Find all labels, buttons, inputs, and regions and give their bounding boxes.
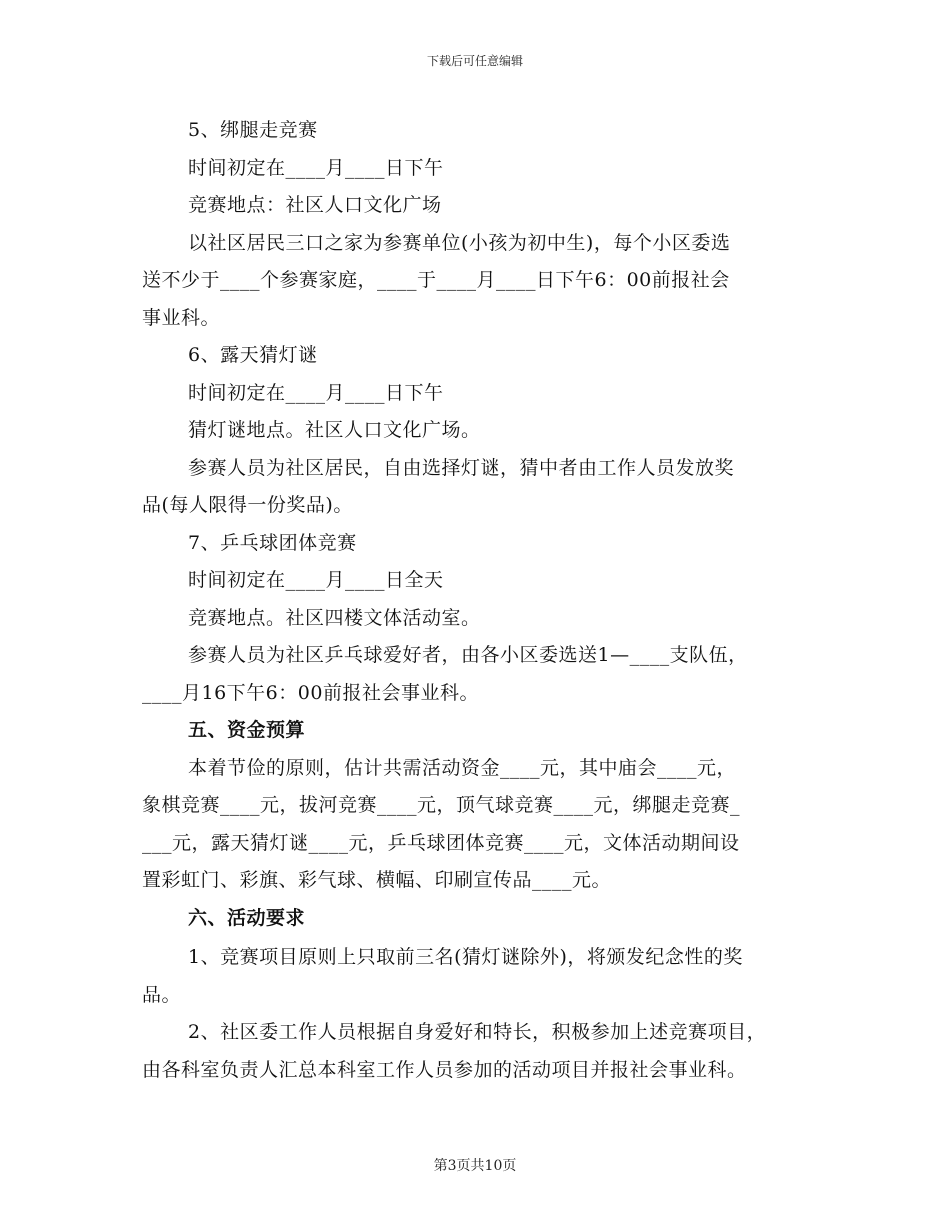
text-line: ____月16下午6：00前报社会事业科。	[142, 681, 479, 704]
text-line: 5、绑腿走竞赛	[188, 119, 318, 141]
section-heading: 六、活动要求	[188, 906, 306, 929]
text-line: 竞赛地点。社区四楼文体活动室。	[188, 606, 481, 629]
document-body	[142, 112, 822, 1089]
text-line: 时间初定在____月____日全天	[188, 569, 444, 591]
text-line: 参赛人员为社区居民，自由选择灯谜，猜中者由工作人员发放奖	[188, 456, 735, 479]
text-line: 7、乒乓球团体竞赛	[188, 531, 357, 554]
text-line: 本着节俭的原则，估计共需活动资金____元，其中庙会____元，	[188, 756, 737, 779]
text-line: 6、露天猜灯谜	[188, 344, 318, 366]
text-line: 品。	[142, 983, 182, 1006]
text-line: 1、竞赛项目原则上只取前三名(猜灯谜除外)，将颁发纪念性的奖	[188, 946, 743, 968]
text-line: 事业科。	[142, 306, 221, 329]
text-line: 以社区居民三口之家为参赛单位(小孩为初中生)，每个小区委选	[188, 231, 731, 254]
text-line: 时间初定在____月____日下午	[188, 381, 444, 404]
text-line: 送不少于____个参赛家庭，____于____月____日下午6：00前报社会	[142, 269, 730, 291]
text-line: 品(每人限得一份奖品)。	[142, 494, 353, 516]
page-header: 下载后可任意编辑	[426, 54, 523, 68]
text-line: 象棋竞赛____元，拔河竞赛____元，顶气球竞赛____元，绑腿走竞赛_	[142, 794, 741, 816]
text-line: 2、社区委工作人员根据自身爱好和特长，积极参加上述竞赛项目，	[188, 1021, 767, 1043]
text-line: 由各科室负责人汇总本科室工作人员参加的活动项目并报社会事业科。	[142, 1058, 747, 1081]
text-line: 置彩虹门、彩旗、彩气球、横幅、印刷宣传品____元。	[142, 869, 612, 891]
text-line: 猜灯谜地点。社区人口文化广场。	[188, 419, 481, 441]
text-line: ___元，露天猜灯谜____元，乒乓球团体竞赛____元，文体活动期间设	[142, 831, 740, 854]
text-line: 参赛人员为社区乒乓球爱好者，由各小区委选送1—____支队伍，	[188, 644, 748, 666]
text-line: 时间初定在____月____日下午	[188, 156, 444, 179]
text-line: 竞赛地点：社区人口文化广场	[188, 194, 442, 216]
page-footer: 第3页共10页	[433, 1158, 517, 1174]
section-heading: 五、资金预算	[188, 719, 306, 741]
